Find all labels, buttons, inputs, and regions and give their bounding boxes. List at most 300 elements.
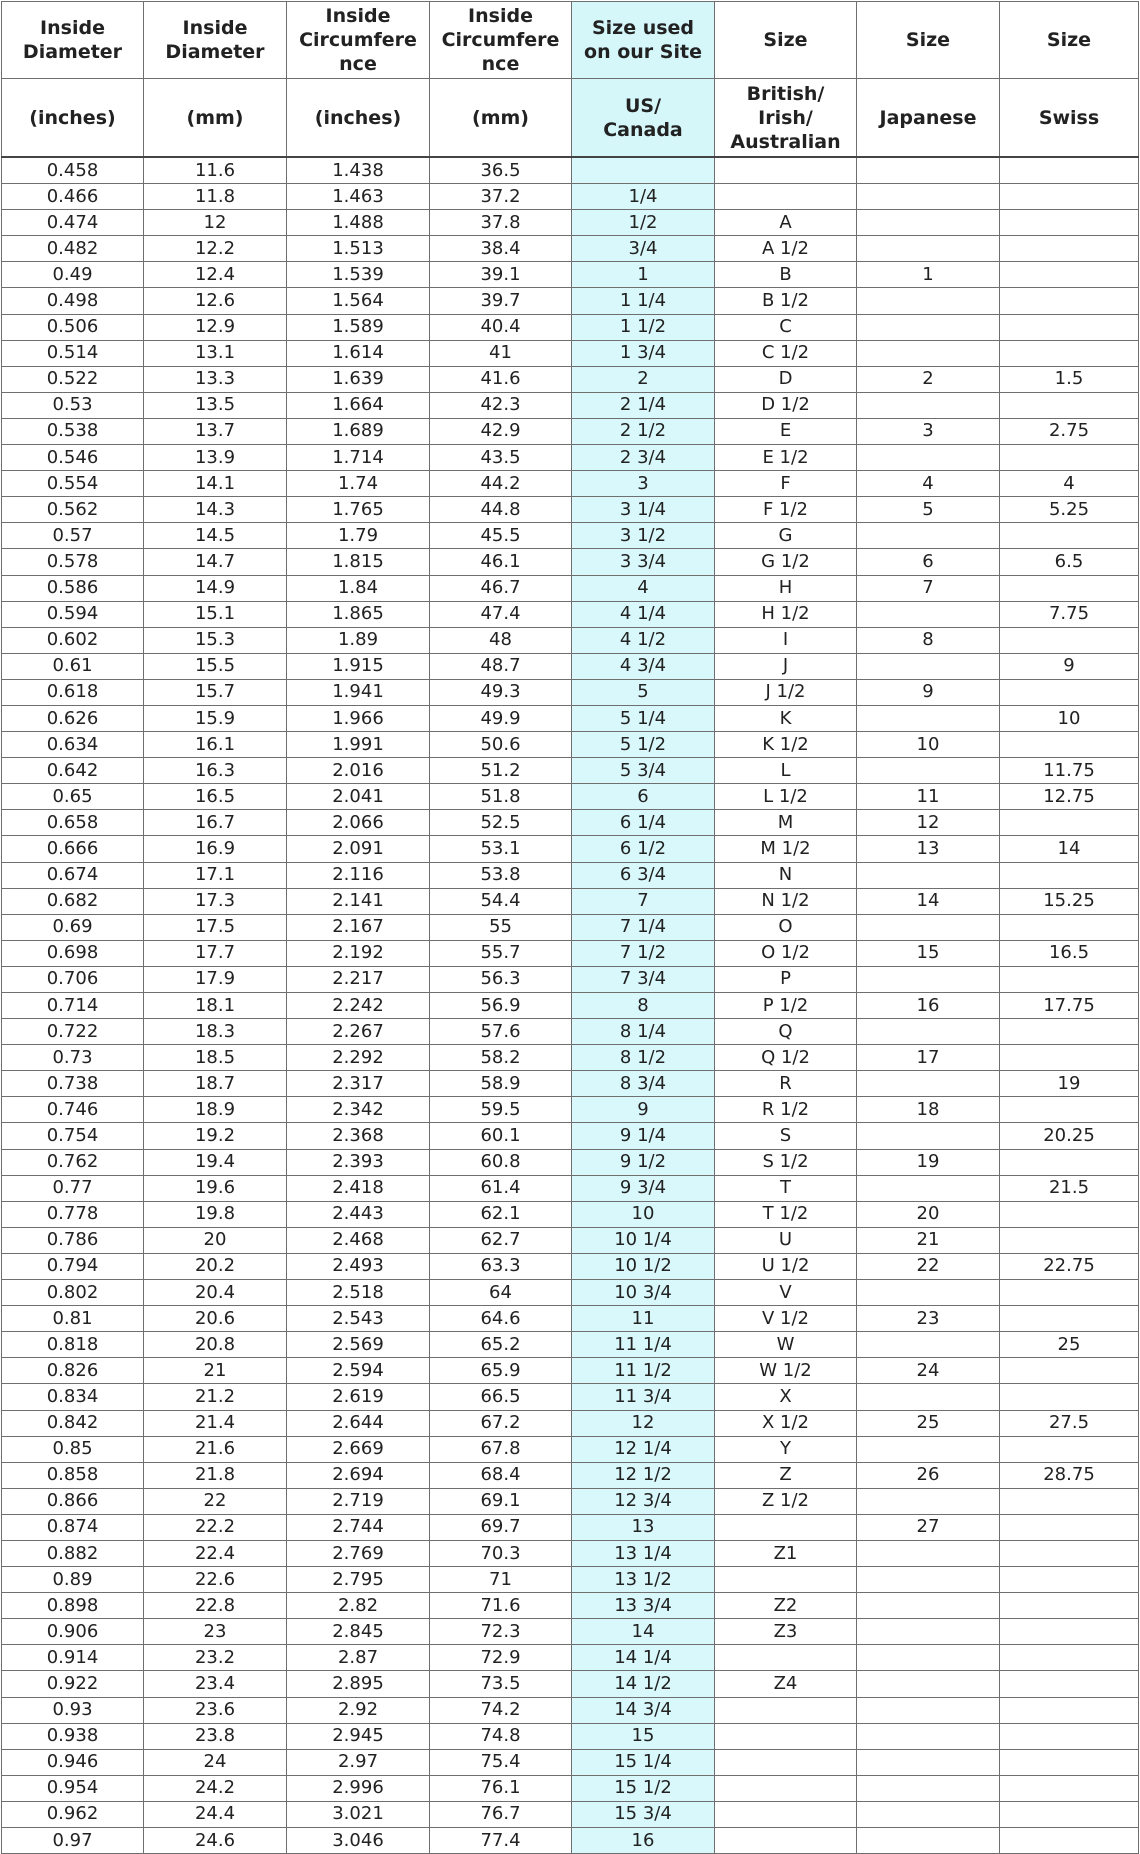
british-size-cell: R	[715, 1071, 857, 1097]
inside-diameter-mm-cell: 18.3	[144, 1019, 287, 1045]
inside-circumference-inches-cell: 1.765	[287, 497, 430, 523]
swiss-size-cell: 14	[1000, 836, 1139, 862]
inside-diameter-inches-cell: 0.69	[2, 914, 144, 940]
us-canada-size-cell: 7 3/4	[572, 966, 715, 992]
us-canada-size-cell: 6 3/4	[572, 862, 715, 888]
japanese-size-cell	[857, 1567, 1000, 1593]
inside-circumference-mm-cell: 42.9	[430, 418, 572, 444]
table-row	[2, 1775, 1139, 1801]
table-row	[2, 705, 1139, 731]
inside-circumference-mm-cell: 62.7	[430, 1227, 572, 1253]
japanese-size-cell	[857, 1175, 1000, 1201]
inside-circumference-inches-cell: 2.669	[287, 1436, 430, 1462]
us-canada-size-cell: 11 1/2	[572, 1358, 715, 1384]
british-size-cell: Z3	[715, 1619, 857, 1645]
inside-circumference-mm-cell: 51.8	[430, 784, 572, 810]
british-size-cell: M 1/2	[715, 836, 857, 862]
inside-diameter-mm-cell: 23.6	[144, 1697, 287, 1723]
swiss-size-cell	[1000, 627, 1139, 653]
swiss-size-cell	[1000, 1775, 1139, 1801]
british-size-cell: Q	[715, 1019, 857, 1045]
inside-circumference-inches-cell: 2.393	[287, 1149, 430, 1175]
inside-circumference-inches-cell: 2.342	[287, 1097, 430, 1123]
japanese-size-cell	[857, 966, 1000, 992]
british-size-cell: F 1/2	[715, 497, 857, 523]
swiss-size-cell	[1000, 184, 1139, 210]
inside-diameter-inches-cell: 0.754	[2, 1123, 144, 1149]
inside-diameter-inches-cell: 0.746	[2, 1097, 144, 1123]
inside-circumference-inches-cell: 2.267	[287, 1019, 430, 1045]
swiss-size-cell	[1000, 236, 1139, 262]
japanese-size-cell	[857, 1540, 1000, 1566]
swiss-size-cell	[1000, 1201, 1139, 1227]
us-canada-size-cell: 2 3/4	[572, 445, 715, 471]
unit-mm-diameter: (mm)	[144, 79, 287, 158]
us-canada-size-cell: 7 1/4	[572, 914, 715, 940]
table-row	[2, 601, 1139, 627]
inside-circumference-inches-cell: 2.468	[287, 1227, 430, 1253]
inside-diameter-mm-cell: 12.9	[144, 314, 287, 340]
inside-circumference-mm-cell: 37.2	[430, 184, 572, 210]
inside-diameter-mm-cell: 13.7	[144, 418, 287, 444]
inside-circumference-inches-cell: 1.714	[287, 445, 430, 471]
unit-us-canada: US/ Canada	[572, 79, 715, 158]
inside-circumference-inches-cell: 2.569	[287, 1332, 430, 1358]
table-row	[2, 784, 1139, 810]
inside-diameter-mm-cell: 22	[144, 1488, 287, 1514]
us-canada-size-cell: 14 1/2	[572, 1671, 715, 1697]
inside-circumference-mm-cell: 68.4	[430, 1462, 572, 1488]
inside-diameter-mm-cell: 21.8	[144, 1462, 287, 1488]
inside-diameter-mm-cell: 14.5	[144, 523, 287, 549]
inside-diameter-inches-cell: 0.874	[2, 1514, 144, 1540]
british-size-cell: D 1/2	[715, 392, 857, 418]
japanese-size-cell	[857, 288, 1000, 314]
inside-diameter-inches-cell: 0.714	[2, 993, 144, 1019]
us-canada-size-cell: 7	[572, 888, 715, 914]
british-size-cell: W 1/2	[715, 1358, 857, 1384]
inside-circumference-inches-cell: 1.614	[287, 340, 430, 366]
inside-diameter-mm-cell: 22.4	[144, 1540, 287, 1566]
us-canada-size-cell: 3 1/4	[572, 497, 715, 523]
us-canada-size-cell: 1/2	[572, 210, 715, 236]
us-canada-size-cell: 12 3/4	[572, 1488, 715, 1514]
japanese-size-cell: 14	[857, 888, 1000, 914]
us-canada-size-cell: 1 1/4	[572, 288, 715, 314]
us-canada-size-cell: 1/4	[572, 184, 715, 210]
inside-circumference-mm-cell: 40.4	[430, 314, 572, 340]
japanese-size-cell: 23	[857, 1306, 1000, 1332]
table-header	[2, 2, 1139, 158]
british-size-cell: Z1	[715, 1540, 857, 1566]
inside-diameter-mm-cell: 13.9	[144, 445, 287, 471]
british-size-cell: B	[715, 262, 857, 288]
swiss-size-cell	[1000, 1514, 1139, 1540]
inside-diameter-mm-cell: 13.3	[144, 366, 287, 392]
japanese-size-cell: 11	[857, 784, 1000, 810]
inside-circumference-mm-cell: 52.5	[430, 810, 572, 836]
inside-diameter-inches-cell: 0.802	[2, 1280, 144, 1306]
inside-diameter-mm-cell: 20.4	[144, 1280, 287, 1306]
inside-diameter-inches-cell: 0.778	[2, 1201, 144, 1227]
us-canada-size-cell: 4 3/4	[572, 653, 715, 679]
us-canada-size-cell: 15 3/4	[572, 1801, 715, 1827]
inside-diameter-inches-cell: 0.57	[2, 523, 144, 549]
inside-circumference-mm-cell: 77.4	[430, 1828, 572, 1854]
swiss-size-cell	[1000, 1567, 1139, 1593]
inside-diameter-inches-cell: 0.514	[2, 340, 144, 366]
us-canada-size-cell: 2	[572, 366, 715, 392]
table-row	[2, 157, 1139, 184]
japanese-size-cell	[857, 1723, 1000, 1749]
inside-diameter-mm-cell: 16.5	[144, 784, 287, 810]
inside-circumference-inches-cell: 2.719	[287, 1488, 430, 1514]
table-row	[2, 1567, 1139, 1593]
us-canada-size-cell: 11 3/4	[572, 1384, 715, 1410]
british-size-cell: L 1/2	[715, 784, 857, 810]
us-canada-size-cell: 3	[572, 471, 715, 497]
inside-diameter-mm-cell: 11.6	[144, 157, 287, 184]
unit-inches-circumference: (inches)	[287, 79, 430, 158]
japanese-size-cell	[857, 157, 1000, 184]
swiss-size-cell: 16.5	[1000, 940, 1139, 966]
british-size-cell: N 1/2	[715, 888, 857, 914]
british-size-cell	[715, 1749, 857, 1775]
table-row	[2, 210, 1139, 236]
inside-circumference-mm-cell: 56.9	[430, 993, 572, 1019]
inside-circumference-inches-cell: 1.539	[287, 262, 430, 288]
swiss-size-cell	[1000, 340, 1139, 366]
inside-circumference-mm-cell: 36.5	[430, 157, 572, 184]
table-row	[2, 288, 1139, 314]
us-canada-size-cell: 3 1/2	[572, 523, 715, 549]
british-size-cell: X 1/2	[715, 1410, 857, 1436]
japanese-size-cell	[857, 1071, 1000, 1097]
british-size-cell: D	[715, 366, 857, 392]
table-body	[2, 157, 1139, 1854]
us-canada-size-cell: 8 1/2	[572, 1045, 715, 1071]
us-canada-size-cell: 15	[572, 1723, 715, 1749]
table-row	[2, 758, 1139, 784]
inside-circumference-inches-cell: 2.644	[287, 1410, 430, 1436]
inside-circumference-inches-cell: 1.564	[287, 288, 430, 314]
japanese-size-cell: 20	[857, 1201, 1000, 1227]
us-canada-size-cell: 4	[572, 575, 715, 601]
inside-diameter-inches-cell: 0.474	[2, 210, 144, 236]
inside-diameter-inches-cell: 0.506	[2, 314, 144, 340]
inside-circumference-mm-cell: 49.9	[430, 705, 572, 731]
table-row	[2, 340, 1139, 366]
japanese-size-cell: 18	[857, 1097, 1000, 1123]
british-size-cell	[715, 157, 857, 184]
british-size-cell: A 1/2	[715, 236, 857, 262]
us-canada-size-cell: 12	[572, 1410, 715, 1436]
inside-circumference-inches-cell: 2.945	[287, 1723, 430, 1749]
inside-diameter-inches-cell: 0.77	[2, 1175, 144, 1201]
swiss-size-cell	[1000, 157, 1139, 184]
inside-diameter-mm-cell: 18.1	[144, 993, 287, 1019]
inside-diameter-mm-cell: 19.8	[144, 1201, 287, 1227]
inside-diameter-inches-cell: 0.466	[2, 184, 144, 210]
inside-diameter-mm-cell: 20	[144, 1227, 287, 1253]
japanese-size-cell: 6	[857, 549, 1000, 575]
swiss-size-cell: 17.75	[1000, 993, 1139, 1019]
japanese-size-cell: 8	[857, 627, 1000, 653]
inside-diameter-inches-cell: 0.954	[2, 1775, 144, 1801]
japanese-size-cell	[857, 1488, 1000, 1514]
inside-circumference-mm-cell: 64.6	[430, 1306, 572, 1332]
swiss-size-cell	[1000, 523, 1139, 549]
japanese-size-cell: 17	[857, 1045, 1000, 1071]
inside-circumference-mm-cell: 57.6	[430, 1019, 572, 1045]
inside-circumference-inches-cell: 1.915	[287, 653, 430, 679]
inside-circumference-inches-cell: 1.991	[287, 732, 430, 758]
inside-diameter-inches-cell: 0.946	[2, 1749, 144, 1775]
british-size-cell	[715, 1567, 857, 1593]
inside-circumference-inches-cell: 2.493	[287, 1253, 430, 1279]
inside-circumference-inches-cell: 1.488	[287, 210, 430, 236]
us-canada-size-cell: 9 1/4	[572, 1123, 715, 1149]
swiss-size-cell: 15.25	[1000, 888, 1139, 914]
header-row-titles	[2, 2, 1139, 79]
british-size-cell: C	[715, 314, 857, 340]
table-row	[2, 1097, 1139, 1123]
inside-diameter-inches-cell: 0.594	[2, 601, 144, 627]
inside-diameter-inches-cell: 0.818	[2, 1332, 144, 1358]
table-row	[2, 314, 1139, 340]
inside-circumference-mm-cell: 59.5	[430, 1097, 572, 1123]
inside-circumference-mm-cell: 55.7	[430, 940, 572, 966]
us-canada-size-cell: 10 3/4	[572, 1280, 715, 1306]
british-size-cell: W	[715, 1332, 857, 1358]
british-size-cell: C 1/2	[715, 340, 857, 366]
inside-diameter-inches-cell: 0.554	[2, 471, 144, 497]
japanese-size-cell	[857, 914, 1000, 940]
inside-diameter-inches-cell: 0.586	[2, 575, 144, 601]
inside-diameter-inches-cell: 0.85	[2, 1436, 144, 1462]
swiss-size-cell	[1000, 392, 1139, 418]
inside-circumference-inches-cell: 1.941	[287, 679, 430, 705]
inside-circumference-mm-cell: 46.1	[430, 549, 572, 575]
table-row	[2, 653, 1139, 679]
table-row	[2, 523, 1139, 549]
table-row	[2, 836, 1139, 862]
inside-diameter-inches-cell: 0.634	[2, 732, 144, 758]
us-canada-size-cell: 8 1/4	[572, 1019, 715, 1045]
swiss-size-cell: 6.5	[1000, 549, 1139, 575]
inside-circumference-inches-cell: 2.92	[287, 1697, 430, 1723]
inside-diameter-inches-cell: 0.666	[2, 836, 144, 862]
inside-circumference-inches-cell: 2.141	[287, 888, 430, 914]
inside-diameter-mm-cell: 13.5	[144, 392, 287, 418]
inside-circumference-inches-cell: 2.996	[287, 1775, 430, 1801]
inside-diameter-mm-cell: 15.3	[144, 627, 287, 653]
inside-circumference-inches-cell: 2.091	[287, 836, 430, 862]
japanese-size-cell: 15	[857, 940, 1000, 966]
inside-circumference-inches-cell: 1.74	[287, 471, 430, 497]
inside-circumference-mm-cell: 71.6	[430, 1593, 572, 1619]
table-row	[2, 810, 1139, 836]
swiss-size-cell: 9	[1000, 653, 1139, 679]
header-inside-diameter-mm: Inside Diameter	[144, 2, 287, 79]
us-canada-size-cell: 5 1/2	[572, 732, 715, 758]
inside-circumference-inches-cell: 2.443	[287, 1201, 430, 1227]
japanese-size-cell: 9	[857, 679, 1000, 705]
inside-circumference-mm-cell: 66.5	[430, 1384, 572, 1410]
inside-diameter-mm-cell: 24.2	[144, 1775, 287, 1801]
inside-diameter-inches-cell: 0.962	[2, 1801, 144, 1827]
inside-circumference-mm-cell: 73.5	[430, 1671, 572, 1697]
british-size-cell: Z2	[715, 1593, 857, 1619]
inside-diameter-inches-cell: 0.626	[2, 705, 144, 731]
inside-diameter-inches-cell: 0.602	[2, 627, 144, 653]
inside-circumference-mm-cell: 72.9	[430, 1645, 572, 1671]
japanese-size-cell: 10	[857, 732, 1000, 758]
table-row	[2, 1071, 1139, 1097]
header-row-units	[2, 79, 1139, 158]
british-size-cell: Q 1/2	[715, 1045, 857, 1071]
inside-circumference-inches-cell: 2.242	[287, 993, 430, 1019]
swiss-size-cell	[1000, 966, 1139, 992]
inside-diameter-inches-cell: 0.858	[2, 1462, 144, 1488]
swiss-size-cell: 5.25	[1000, 497, 1139, 523]
british-size-cell: K 1/2	[715, 732, 857, 758]
inside-circumference-mm-cell: 67.8	[430, 1436, 572, 1462]
table-row	[2, 1488, 1139, 1514]
inside-diameter-inches-cell: 0.498	[2, 288, 144, 314]
swiss-size-cell: 10	[1000, 705, 1139, 731]
inside-diameter-inches-cell: 0.65	[2, 784, 144, 810]
us-canada-size-cell: 8 3/4	[572, 1071, 715, 1097]
inside-diameter-inches-cell: 0.522	[2, 366, 144, 392]
us-canada-size-cell: 5 1/4	[572, 705, 715, 731]
us-canada-size-cell: 4 1/4	[572, 601, 715, 627]
british-size-cell: Z 1/2	[715, 1488, 857, 1514]
inside-circumference-inches-cell: 2.217	[287, 966, 430, 992]
table-row	[2, 1358, 1139, 1384]
inside-diameter-mm-cell: 15.1	[144, 601, 287, 627]
japanese-size-cell	[857, 392, 1000, 418]
british-size-cell: U 1/2	[715, 1253, 857, 1279]
british-size-cell: I	[715, 627, 857, 653]
japanese-size-cell	[857, 1697, 1000, 1723]
inside-diameter-mm-cell: 24.4	[144, 1801, 287, 1827]
inside-circumference-mm-cell: 39.7	[430, 288, 572, 314]
unit-inches-diameter: (inches)	[2, 79, 144, 158]
swiss-size-cell: 28.75	[1000, 1462, 1139, 1488]
inside-circumference-inches-cell: 2.418	[287, 1175, 430, 1201]
us-canada-size-cell: 10 1/4	[572, 1227, 715, 1253]
japanese-size-cell: 25	[857, 1410, 1000, 1436]
inside-diameter-inches-cell: 0.61	[2, 653, 144, 679]
table-row	[2, 1306, 1139, 1332]
british-size-cell: H	[715, 575, 857, 601]
inside-circumference-mm-cell: 74.2	[430, 1697, 572, 1723]
unit-british-irish-australian: British/ Irish/ Australian	[715, 79, 857, 158]
british-size-cell: P	[715, 966, 857, 992]
inside-circumference-mm-cell: 50.6	[430, 732, 572, 758]
inside-circumference-inches-cell: 2.619	[287, 1384, 430, 1410]
header-inside-diameter-inches: Inside Diameter	[2, 2, 144, 79]
inside-diameter-inches-cell: 0.906	[2, 1619, 144, 1645]
swiss-size-cell: 25	[1000, 1332, 1139, 1358]
japanese-size-cell	[857, 1436, 1000, 1462]
inside-diameter-mm-cell: 19.6	[144, 1175, 287, 1201]
inside-diameter-inches-cell: 0.93	[2, 1697, 144, 1723]
british-size-cell	[715, 1828, 857, 1854]
swiss-size-cell	[1000, 1723, 1139, 1749]
us-canada-size-cell: 13 3/4	[572, 1593, 715, 1619]
inside-diameter-inches-cell: 0.642	[2, 758, 144, 784]
us-canada-size-cell: 1	[572, 262, 715, 288]
inside-circumference-mm-cell: 69.1	[430, 1488, 572, 1514]
inside-circumference-mm-cell: 76.7	[430, 1801, 572, 1827]
british-size-cell	[715, 1801, 857, 1827]
inside-circumference-inches-cell: 1.865	[287, 601, 430, 627]
swiss-size-cell	[1000, 810, 1139, 836]
table-row	[2, 1671, 1139, 1697]
table-row	[2, 1149, 1139, 1175]
inside-circumference-inches-cell: 2.368	[287, 1123, 430, 1149]
japanese-size-cell	[857, 1749, 1000, 1775]
inside-diameter-inches-cell: 0.882	[2, 1540, 144, 1566]
swiss-size-cell	[1000, 1358, 1139, 1384]
inside-diameter-mm-cell: 20.2	[144, 1253, 287, 1279]
swiss-size-cell: 4	[1000, 471, 1139, 497]
swiss-size-cell	[1000, 1436, 1139, 1462]
british-size-cell: X	[715, 1384, 857, 1410]
inside-diameter-mm-cell: 16.3	[144, 758, 287, 784]
japanese-size-cell	[857, 862, 1000, 888]
inside-diameter-inches-cell: 0.826	[2, 1358, 144, 1384]
inside-circumference-inches-cell: 2.845	[287, 1619, 430, 1645]
inside-circumference-mm-cell: 60.1	[430, 1123, 572, 1149]
swiss-size-cell	[1000, 679, 1139, 705]
inside-circumference-inches-cell: 1.79	[287, 523, 430, 549]
table-row	[2, 679, 1139, 705]
inside-diameter-inches-cell: 0.706	[2, 966, 144, 992]
inside-circumference-mm-cell: 65.2	[430, 1332, 572, 1358]
japanese-size-cell	[857, 210, 1000, 236]
table-row	[2, 1175, 1139, 1201]
table-row	[2, 1749, 1139, 1775]
swiss-size-cell	[1000, 1019, 1139, 1045]
british-size-cell: G 1/2	[715, 549, 857, 575]
inside-diameter-mm-cell: 12.2	[144, 236, 287, 262]
british-size-cell: Y	[715, 1436, 857, 1462]
inside-circumference-inches-cell: 2.016	[287, 758, 430, 784]
inside-diameter-inches-cell: 0.458	[2, 157, 144, 184]
british-size-cell	[715, 1697, 857, 1723]
us-canada-size-cell: 2 1/2	[572, 418, 715, 444]
inside-diameter-mm-cell: 14.1	[144, 471, 287, 497]
table-row	[2, 1384, 1139, 1410]
inside-circumference-inches-cell: 2.744	[287, 1514, 430, 1540]
inside-circumference-mm-cell: 48.7	[430, 653, 572, 679]
japanese-size-cell	[857, 1828, 1000, 1854]
japanese-size-cell	[857, 758, 1000, 784]
british-size-cell: J 1/2	[715, 679, 857, 705]
inside-circumference-inches-cell: 2.192	[287, 940, 430, 966]
inside-diameter-inches-cell: 0.658	[2, 810, 144, 836]
us-canada-size-cell: 4 1/2	[572, 627, 715, 653]
ring-size-conversion-table	[1, 1, 1139, 1854]
swiss-size-cell	[1000, 1045, 1139, 1071]
british-size-cell: A	[715, 210, 857, 236]
inside-diameter-mm-cell: 23.2	[144, 1645, 287, 1671]
header-size-swiss: Size	[1000, 2, 1139, 79]
header-inside-circumference-mm: Inside Circumfere nce	[430, 2, 572, 79]
